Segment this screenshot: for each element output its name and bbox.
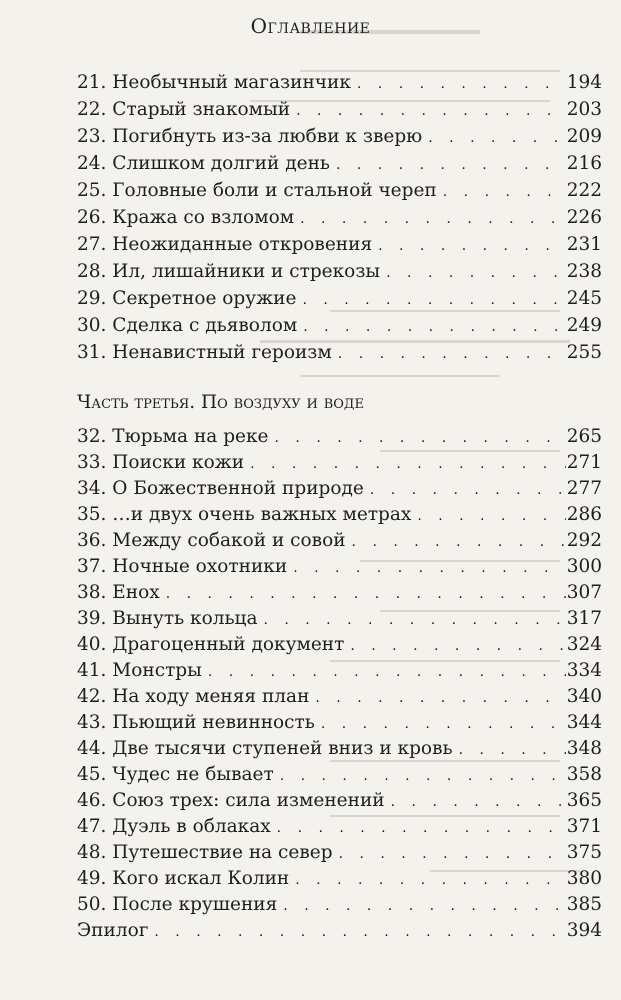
toc-entry-page: 317 [566,608,602,629]
toc-entry-title: 40. Драгоценный документ [77,634,345,655]
toc-entry-page: 286 [566,504,602,525]
toc-entry-page: 203 [566,99,602,120]
leader-dots [300,211,566,227]
toc-entry-title: 49. Кого искал Колин [77,868,290,889]
toc-entry [77,207,602,233]
toc-entry [77,478,602,504]
leader-dots [391,794,566,810]
toc-entry [77,842,602,868]
leader-dots [250,456,566,472]
part-heading: Часть третья. По воздуху и воде [77,392,364,413]
leader-dots [357,76,566,92]
toc-entry-title: 50. После крушения [77,894,278,915]
toc-entry-page: 344 [566,712,602,733]
leader-dots [378,238,566,254]
toc-entry [77,153,602,179]
toc-entry-title: 34. О Божественной природе [77,478,364,499]
toc-entry-page: 249 [566,315,602,336]
leader-dots [336,157,566,173]
leader-dots [321,716,566,732]
toc-entry-title: 39. Вынуть кольца [77,608,258,629]
toc-entry-page: 385 [566,894,602,915]
leader-dots [302,292,566,308]
toc-entry-page: 194 [566,72,602,93]
leader-dots [166,586,566,602]
toc-entry-title: 33. Поиски кожи [77,452,245,473]
toc-entry-page: 255 [566,342,602,363]
leader-dots [154,924,566,940]
toc-entry-page: 375 [566,842,602,863]
toc-entry-title: Эпилог [77,920,149,941]
toc-entry [77,234,602,260]
toc-entry-page: 292 [566,530,602,551]
toc-entry [77,342,602,368]
toc-entry-title: 24. Слишком долгий день [77,153,330,174]
toc-entry [77,790,602,816]
toc-entry [77,608,602,634]
leader-dots [338,346,566,362]
toc-entry [77,634,602,660]
leader-dots [208,664,566,680]
leader-dots [350,638,566,654]
toc-entry-page: 222 [566,180,602,201]
toc-entry-page: 348 [566,738,602,759]
toc-entry-page: 371 [566,816,602,837]
toc-entry [77,738,602,764]
toc-entry [77,582,602,608]
toc-entry-title: 29. Секретное оружие [77,288,297,309]
toc-entry [77,288,602,314]
leader-dots [315,690,566,706]
toc-entry [77,452,602,478]
toc-entry [77,180,602,206]
toc-entry-page: 238 [566,261,602,282]
toc-entry-page: 231 [566,234,602,255]
toc-entry-title: 21. Необычный магазинчик [77,72,351,93]
toc-entry-title: 43. Пьющий невинность [77,712,315,733]
toc-entry [77,99,602,125]
toc-entry-page: 245 [566,288,602,309]
toc-entry-title: 26. Кража со взломом [77,207,295,228]
toc-entry-title: 47. Дуэль в облаках [77,816,271,837]
toc-entry-page: 226 [566,207,602,228]
toc-entry-page: 380 [566,868,602,889]
toc-entry-title: 42. На ходу меняя план [77,686,310,707]
toc-entry [77,126,602,152]
toc-entry-page: 216 [566,153,602,174]
toc-entry-title: 22. Старый знакомый [77,99,291,120]
toc-entry [77,894,602,920]
toc-entry-title: 48. Путешествие на север [77,842,333,863]
leader-dots [352,534,566,550]
leader-dots [428,130,566,146]
toc-entry [77,426,602,452]
leader-dots [303,319,566,335]
toc-entry [77,556,602,582]
toc-entry [77,660,602,686]
toc-entry [77,686,602,712]
toc-entry-page: 265 [566,426,602,447]
toc-entry [77,72,602,98]
toc-entry [77,764,602,790]
toc-entry [77,712,602,738]
leader-dots [443,184,566,200]
toc-entry-title: 38. Енох [77,582,160,603]
toc-entry-title: 27. Неожиданные откровения [77,234,373,255]
toc-entry-page: 365 [566,790,602,811]
toc-entry-title: 45. Чудес не бывает [77,764,274,785]
toc-entry [77,315,602,341]
page-title: Оглавление [250,14,371,38]
leader-dots [386,265,566,281]
toc-entry-title: 25. Головные боли и стальной череп [77,180,437,201]
leader-dots [296,103,566,119]
toc-entry-title: 23. Погибнуть из-за любви к зверю [77,126,423,147]
toc-entry-page: 340 [566,686,602,707]
toc-entry-page: 271 [566,452,602,473]
leader-dots [459,742,566,758]
toc-entry [77,530,602,556]
toc-entry-title: 30. Сделка с дьяволом [77,315,298,336]
leader-dots [263,612,566,628]
toc-entry-page: 300 [566,556,602,577]
toc-entry [77,261,602,287]
leader-dots [283,898,566,914]
toc-entry-title: 36. Между собакой и совой [77,530,346,551]
leader-dots [339,846,566,862]
leader-dots [280,768,566,784]
leader-dots [275,430,566,446]
toc-entry-page: 358 [566,764,602,785]
toc-entry-title: 44. Две тысячи ступеней вниз и кровь [77,738,453,759]
leader-dots [295,872,566,888]
toc-entry-page: 307 [566,582,602,603]
toc-entry-title: 32. Тюрьма на реке [77,426,269,447]
leader-dots [293,560,566,576]
toc-entry-title: 37. Ночные охотники [77,556,288,577]
toc-entry [77,504,602,530]
toc-entry-page: 394 [566,920,602,941]
toc-entry [77,816,602,842]
leader-dots [417,508,566,524]
toc-entry-page: 277 [566,478,602,499]
toc-entry [77,920,602,946]
toc-entry-title: 41. Монстры [77,660,202,681]
toc-entry-title: 46. Союз трех: сила изменений [77,790,385,811]
toc-entry-title: 35. …и двух очень важных метрах [77,504,412,525]
toc-entry-title: 28. Ил, лишайники и стрекозы [77,261,381,282]
toc-entry [77,868,602,894]
toc-entry-page: 324 [566,634,602,655]
toc-entry-page: 334 [566,660,602,681]
leader-dots [277,820,566,836]
toc-entry-title: 31. Ненавистный героизм [77,342,332,363]
toc-entry-page: 209 [566,126,602,147]
leader-dots [370,482,566,498]
